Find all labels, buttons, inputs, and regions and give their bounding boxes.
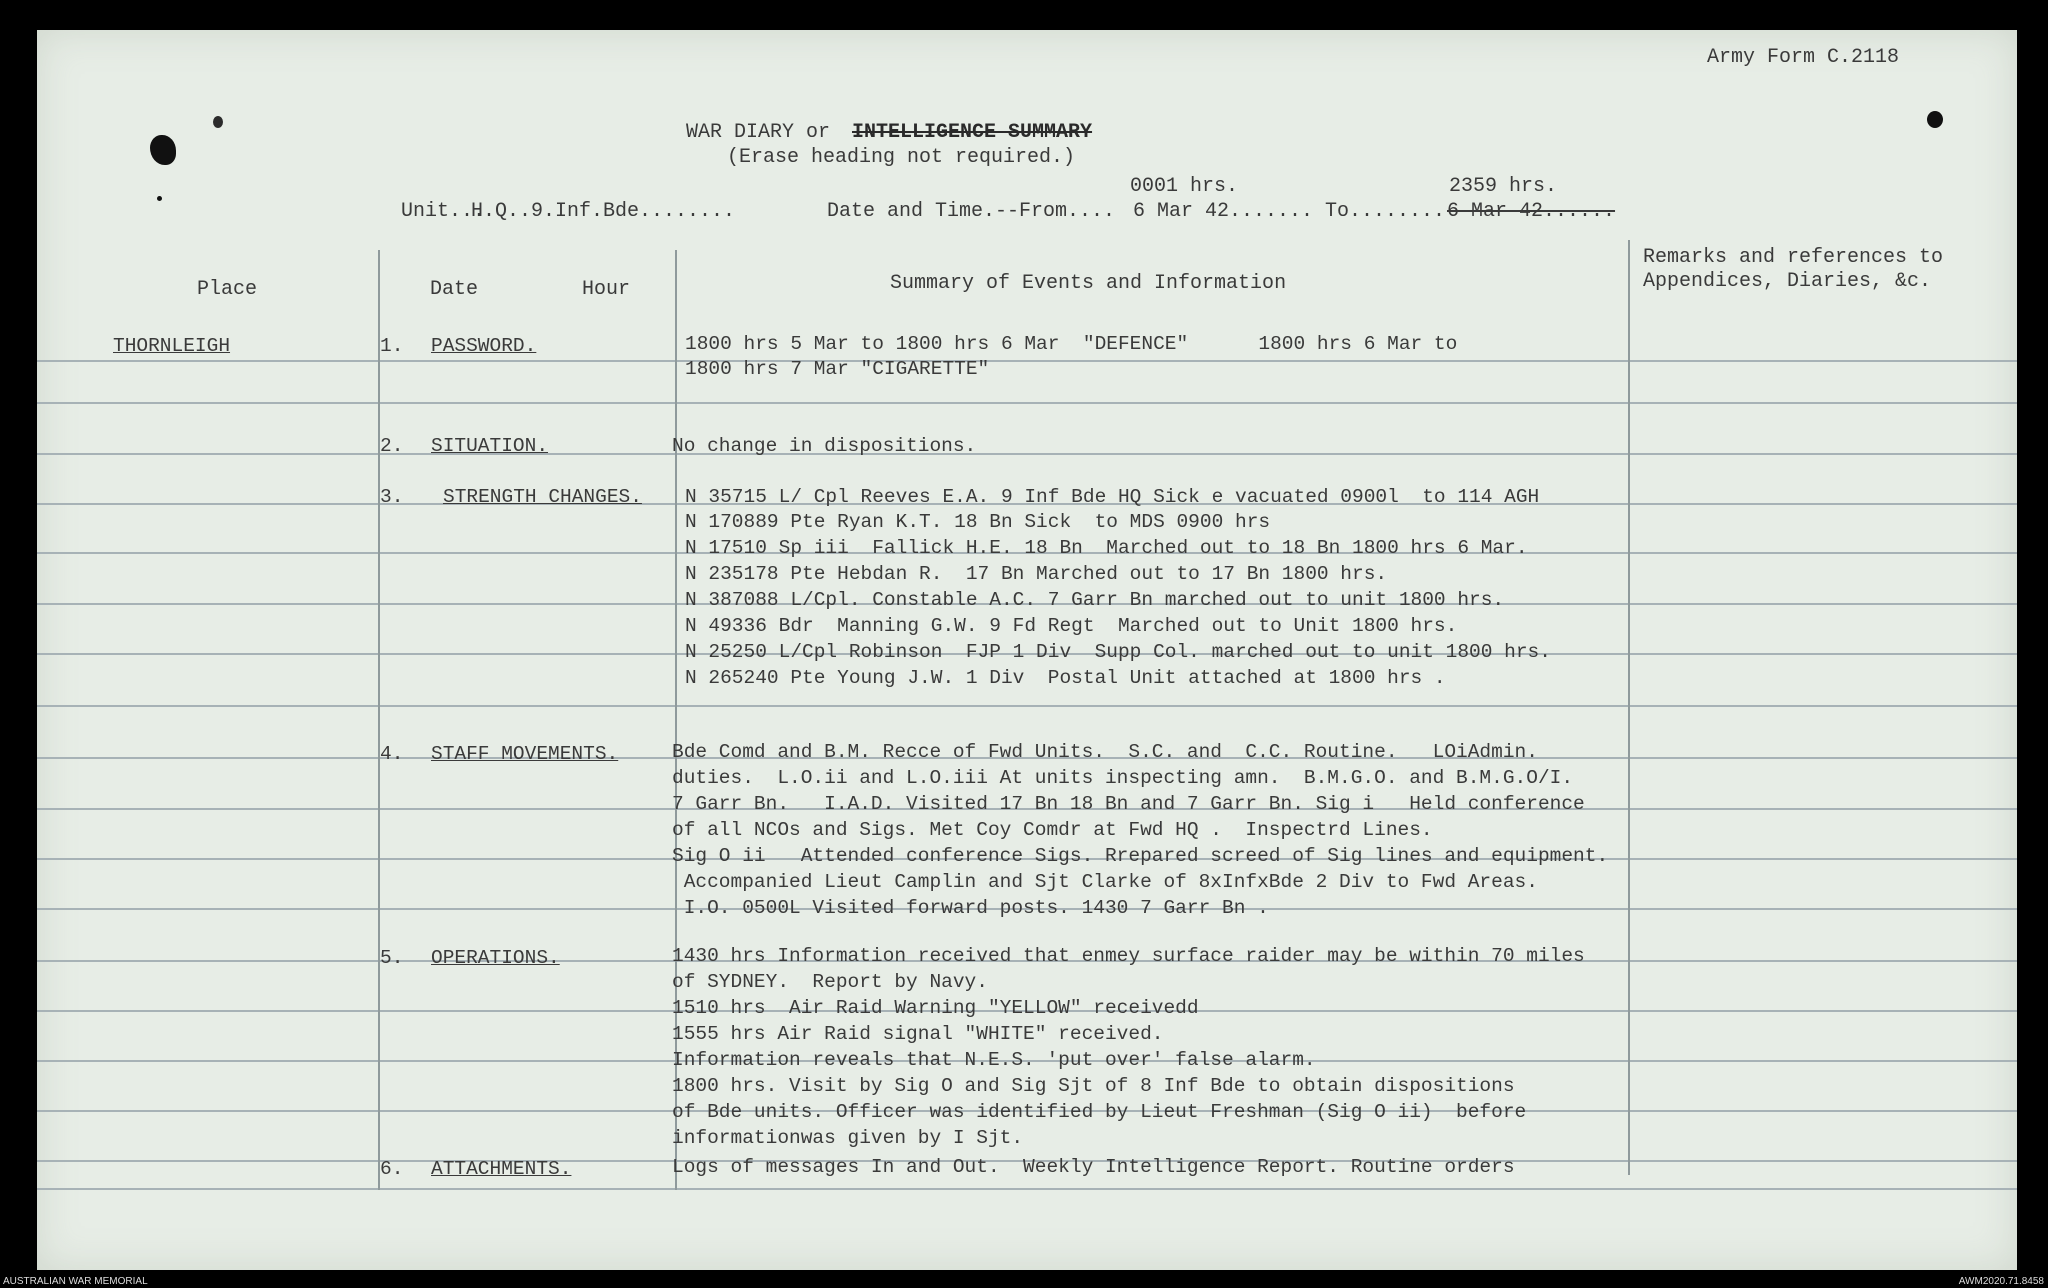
section-3-line: N 49336 Bdr Manning G.W. 9 Fd Regt Marched out to Unit 1800 hrs.: [685, 615, 1458, 637]
section-5-line: 1510 hrs Air Raid Warning "YELLOW" receivedd: [672, 997, 1199, 1019]
section-3-line: N 235178 Pte Hebdan R. 17 Bn Marched out to 17 Bn 1800 hrs.: [685, 563, 1388, 585]
col-summary: Summary of Events and Information: [890, 272, 1287, 295]
from-time: 0001 hrs.: [1130, 175, 1239, 198]
section-3-line: N 170889 Pte Ryan K.T. 18 Bn Sick to MDS 0900 hrs: [685, 511, 1271, 533]
section-4-line: Accompanied Lieut Camplin and Sjt Clarke of 8xInfxBde 2 Div to Fwd Areas.: [672, 871, 1538, 893]
section-1-line: 1800 hrs 5 Mar to 1800 hrs 6 Mar "DEFENCE" 1800 hrs 6 Mar to: [685, 333, 1458, 355]
column-divider-place: [378, 250, 380, 1190]
section-5-line: of SYDNEY. Report by Navy.: [672, 971, 988, 993]
to-date: 6 Mar 42......: [1447, 200, 1616, 223]
section-5-title: OPERATIONS.: [431, 947, 560, 969]
section-2-line: No change in dispositions.: [672, 435, 977, 457]
section-6-number: 6.: [380, 1158, 404, 1180]
section-3-line: N 265240 Pte Young J.W. 1 Div Postal Unit attached at 1800 hrs .: [685, 667, 1446, 689]
section-4-number: 4.: [380, 743, 404, 765]
section-3-line: N 17510 Sp iii Fallick H.E. 18 Bn Marched out to 18 Bn 1800 hrs 6 Mar.: [685, 537, 1528, 559]
col-hour: Hour: [582, 278, 631, 301]
section-5-line: 1430 hrs Information received that enmey surface raider may be within 70 miles: [672, 945, 1585, 967]
unit-value: H.Q..9.Inf.Bde........: [471, 200, 736, 223]
punch-hole-small: [213, 116, 223, 128]
section-5-number: 5.: [380, 947, 404, 969]
section-4-line: 7 Garr Bn. I.A.D. Visited 17 Bn 18 Bn and 7 Garr Bn. Sig i Held conference: [672, 793, 1585, 815]
from-date: 6 Mar 42.......: [1133, 200, 1314, 223]
ink-dot: [157, 196, 162, 201]
section-6-title: ATTACHMENTS.: [431, 1158, 572, 1180]
section-4-title: STAFF MOVEMENTS.: [431, 743, 619, 765]
col-date: Date: [430, 278, 479, 301]
section-5-line: 1555 hrs Air Raid signal "WHITE" received.: [672, 1023, 1164, 1045]
unit-label: Unit...: [401, 200, 486, 223]
section-5-line: 1800 hrs. Visit by Sig O and Sig Sjt of 8 Inf Bde to obtain dispositions: [672, 1075, 1515, 1097]
to-time: 2359 hrs.: [1449, 175, 1558, 198]
section-5-line: Information reveals that N.E.S. 'put over' false alarm.: [672, 1049, 1316, 1071]
section-4-line: I.O. 0500L Visited forward posts. 1430 7 Garr Bn .: [672, 897, 1269, 919]
col-place: Place: [197, 278, 258, 301]
section-4-line: Bde Comd and B.M. Recce of Fwd Units. S.C. and C.C. Routine. LOiAdmin.: [672, 741, 1538, 763]
section-3-line: N 35715 L/ Cpl Reeves E.A. 9 Inf Bde HQ Sick e vacuated 0900l to 114 AGH: [685, 486, 1540, 508]
section-1-title: PASSWORD.: [431, 335, 537, 357]
date-time-label: Date and Time.--From....: [827, 200, 1116, 223]
footer-right: AWM2020.71.8458: [1958, 1276, 2044, 1287]
place-thornleigh: THORNLEIGH: [113, 335, 231, 357]
punch-hole-right: [1927, 111, 1943, 128]
section-3-title: STRENGTH CHANGES.: [443, 486, 642, 508]
section-1-number: 1.: [380, 335, 404, 357]
footer-left: AUSTRALIAN WAR MEMORIAL: [3, 1276, 148, 1287]
to-label: To........: [1325, 200, 1446, 223]
section-4-line: Sig O ii Attended conference Sigs. Rrepared screed of Sig lines and equipment.: [672, 845, 1609, 867]
section-4-line: of all NCOs and Sigs. Met Coy Comdr at Fwd HQ . Inspectrd Lines.: [672, 819, 1433, 841]
section-1-line: 1800 hrs 7 Mar "CIGARETTE": [685, 358, 990, 380]
punch-hole: [150, 135, 176, 165]
section-6-line: Logs of messages In and Out. Weekly Intelligence Report. Routine orders: [672, 1156, 1515, 1178]
army-form-label: Army Form C.2118: [1707, 46, 1900, 69]
column-divider-remarks: [1628, 240, 1630, 1175]
erase-note: (Erase heading not required.): [727, 146, 1076, 169]
section-2-title: SITUATION.: [431, 435, 549, 457]
col-remarks-line2: Appendices, Diaries, &c.: [1643, 270, 1932, 293]
section-3-number: 3.: [380, 486, 404, 508]
title-prefix: WAR DIARY or: [686, 121, 831, 144]
section-3-line: N 25250 L/Cpl Robinson FJP 1 Div Supp Col. marched out to unit 1800 hrs.: [685, 641, 1551, 663]
section-4-line: duties. L.O.ii and L.O.iii At units inspecting amn. B.M.G.O. and B.M.G.O/I.: [672, 767, 1574, 789]
section-2-number: 2.: [380, 435, 404, 457]
section-3-line: N 387088 L/Cpl. Constable A.C. 7 Garr Bn marched out to unit 1800 hrs.: [685, 589, 1505, 611]
col-remarks-line1: Remarks and references to: [1643, 246, 1944, 269]
section-5-line: informationwas given by I Sjt.: [672, 1127, 1024, 1149]
section-5-line: of Bde units. Officer was identified by Lieut Freshman (Sig O ii) before: [672, 1101, 1527, 1123]
title-struck: INTELLIGENCE SUMMARY: [852, 121, 1093, 144]
